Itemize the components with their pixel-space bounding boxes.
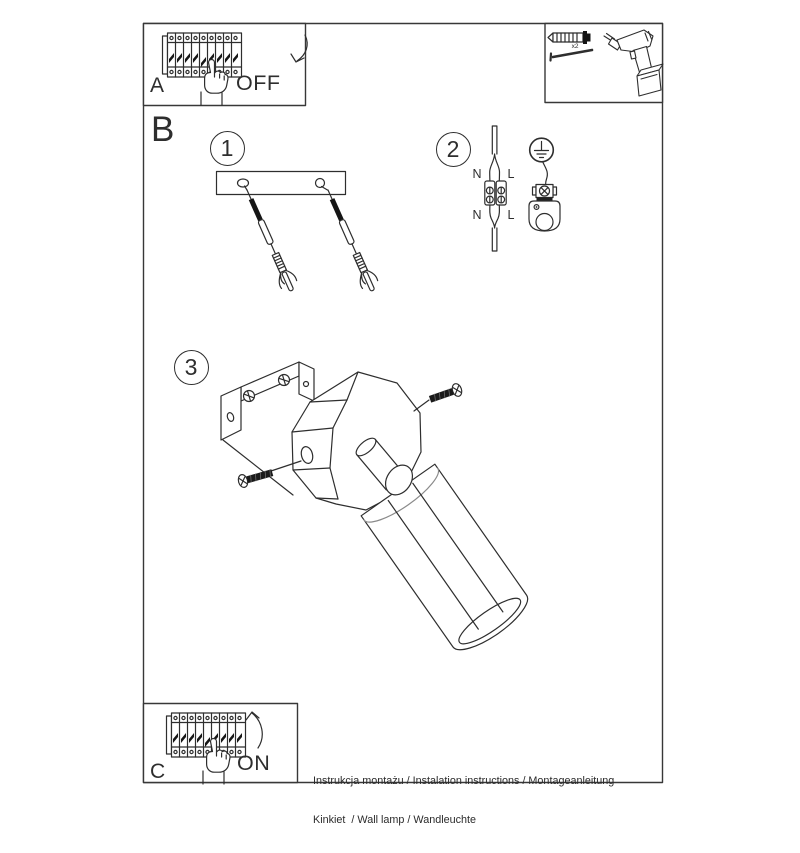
anchor-qty-label: x2 — [571, 43, 579, 50]
footer-text — [313, 749, 653, 853]
wire-merge-bottom — [490, 205, 500, 228]
wire-label-n-bottom: N — [472, 208, 482, 222]
wire-split-top — [490, 154, 500, 181]
footer-line-2: Kinkiet / Wall lamp / Wandleuchte — [313, 814, 477, 826]
screw-anchor-assembly-right — [320, 186, 381, 294]
ground-terminal-drawing — [529, 185, 560, 232]
supply-cable-bottom — [492, 228, 497, 251]
step-2-badge: 2 — [436, 132, 471, 167]
bracket-screw-head — [244, 391, 255, 402]
plate-hole-right — [316, 179, 325, 188]
step-1-badge: 1 — [210, 131, 245, 166]
screw-guide-line — [414, 400, 429, 411]
section-label: B — [151, 110, 175, 149]
footer-line-1: Instrukcja montażu / Instalation instructions / Montageanleitung — [313, 775, 615, 787]
fixing-screw-top — [428, 382, 463, 405]
wire-label-n-top: N — [472, 167, 482, 181]
on-label: ON — [237, 751, 271, 775]
step-3-badge: 3 — [174, 350, 209, 385]
box-a-label: A — [150, 74, 165, 97]
wire-label-l-top: L — [507, 167, 515, 181]
bracket-screw-head — [279, 375, 290, 386]
mounting-plate-drawing — [217, 172, 346, 195]
fixing-screw-left — [237, 466, 274, 488]
wiring-diagram — [485, 126, 506, 251]
off-label: OFF — [236, 71, 281, 95]
ground-wire — [543, 163, 547, 185]
terminal-block — [485, 181, 506, 205]
screw-anchor-assembly-left — [239, 186, 300, 294]
breaker-panel-icon — [167, 713, 246, 757]
wire-label-l-bottom: L — [507, 208, 515, 222]
breaker-panel-icon — [163, 33, 242, 77]
ground-symbol-icon — [530, 138, 554, 162]
plate-hole-left — [238, 179, 249, 187]
box-c-label: C — [150, 760, 166, 783]
supply-cable-top — [492, 126, 497, 154]
